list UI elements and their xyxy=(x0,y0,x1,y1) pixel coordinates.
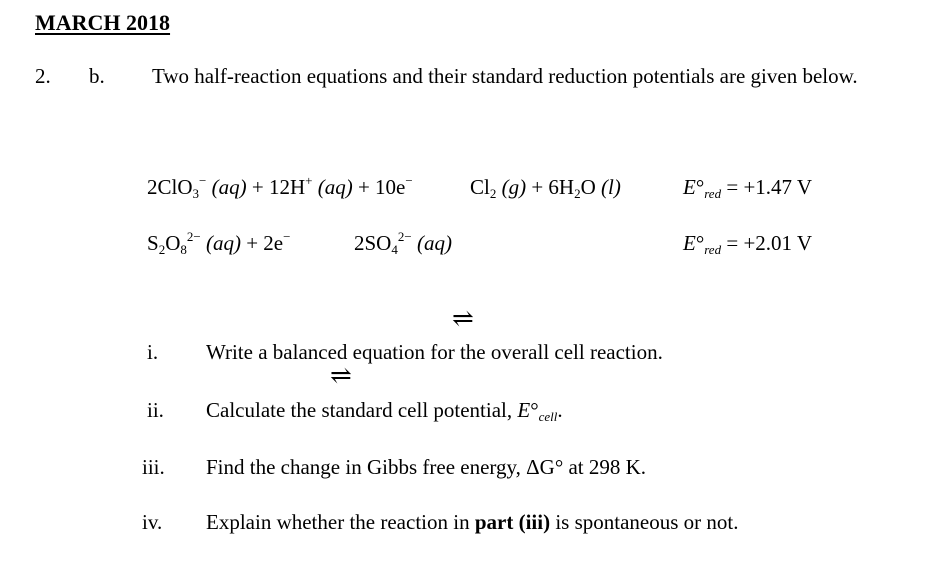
reaction-2-left: $S_2O_8^{2-}$ (aq) + 2e− xyxy=(147,229,291,257)
section-heading: MARCH 2018 xyxy=(35,10,171,35)
question-intro: Two half-reaction equations and their standard reduction potentials are given below. xyxy=(152,64,858,88)
question-part: b. xyxy=(89,64,105,88)
reaction-1-potential: E°red = +1.47 V xyxy=(683,175,813,201)
sub-question-i-text: Write a balanced equation for the overall cell reaction. xyxy=(206,340,663,364)
sub-question-ii-numeral: ii. xyxy=(147,398,164,422)
sub-question-ii-text: Calculate the standard cell potential, E°cell. xyxy=(206,398,563,424)
reaction-2-right: $2SO_4^{2-}$ (aq) xyxy=(354,229,452,257)
reaction-1-right: $Cl_2$ $(g) + 6H_2O$ (l) xyxy=(470,175,621,201)
equilibrium-arrow-1: ⇌ xyxy=(452,304,474,334)
sub-question-iii-numeral: iii. xyxy=(142,455,165,479)
part-reference: part (iii) xyxy=(474,510,551,534)
sub-question-i-numeral: i. xyxy=(147,340,159,364)
equilibrium-arrow-2: ⇌ xyxy=(330,361,352,391)
question-number: 2. xyxy=(35,64,51,88)
sub-question-iv-text: Explain whether the reaction in part (iii) is spontaneous or not. xyxy=(206,510,739,534)
sub-question-iv-numeral: iv. xyxy=(142,510,163,534)
reaction-2-potential: E°red = +2.01 V xyxy=(683,231,813,257)
reaction-1-left: 2ClO$_3$− (aq) + 12H+ (aq) + 10e− xyxy=(147,173,413,201)
sub-question-iii-text: Find the change in Gibbs free energy, ΔG° at 298 K. xyxy=(206,455,647,479)
